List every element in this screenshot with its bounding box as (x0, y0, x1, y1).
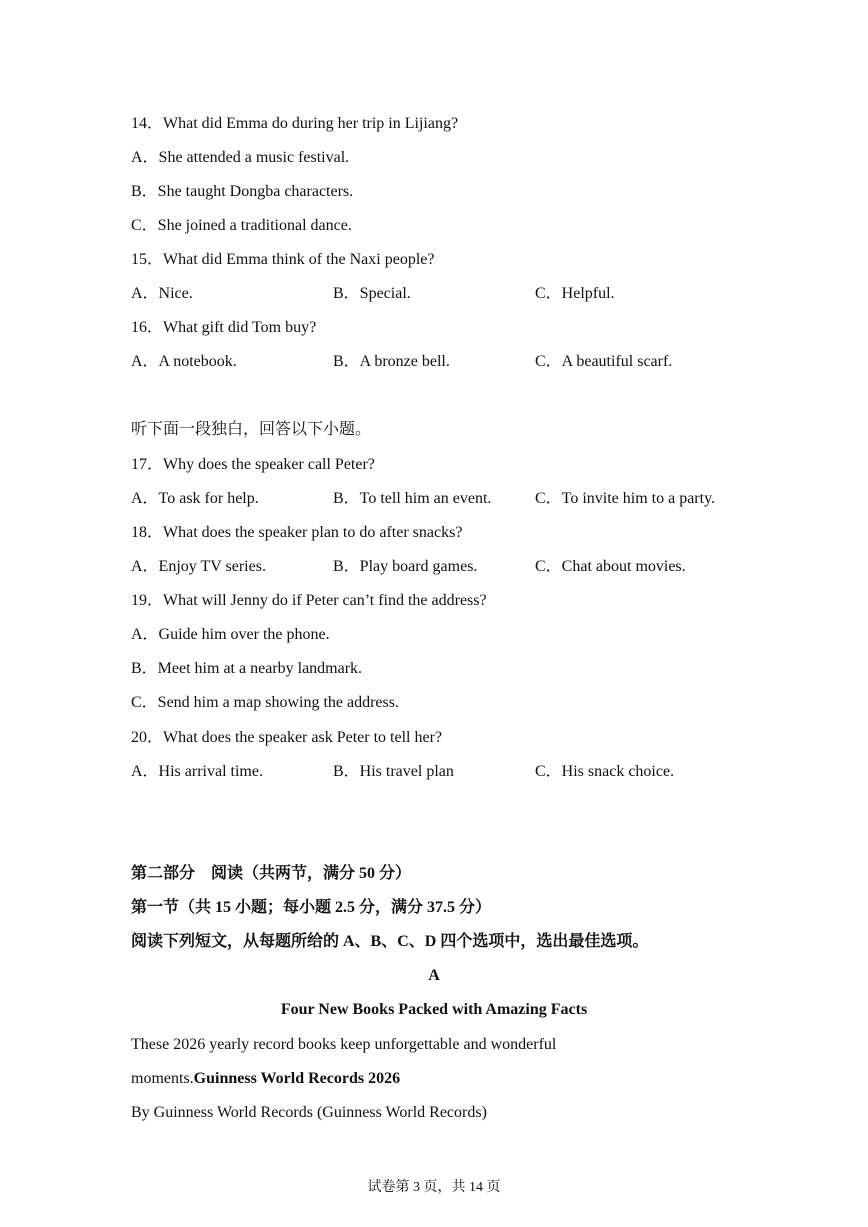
question-20-option-a: A．His arrival time. (131, 763, 263, 780)
passage-title: Four New Books Packed with Amazing Facts (280, 1001, 588, 1018)
question-15-option-a: A．Nice. (131, 285, 193, 302)
part-two-heading: 第二部分 阅读（共两节，满分 50 分） (131, 865, 412, 882)
question-17-option-b: B．To tell him an event. (333, 490, 492, 507)
question-14-stem: 14．What did Emma do during her trip in Lijiang? (131, 115, 459, 132)
book-byline: By Guinness World Records (Guinness World Records) (131, 1104, 487, 1121)
question-18-option-c: C．Chat about movies. (535, 558, 686, 575)
question-20-option-c: C．His snack choice. (535, 763, 675, 780)
question-16-stem: 16．What gift did Tom buy? (131, 319, 317, 336)
question-19-stem: 19．What will Jenny do if Peter can’t find the address? (131, 592, 487, 609)
passage-intro-line-2 (131, 1069, 400, 1089)
reading-instruction: 阅读下列短文，从每题所给的 A、B、C、D 四个选项中，选出最佳选项。 (131, 933, 649, 950)
section-one-heading: 第一节（共 15 小题；每小题 2.5 分，满分 37.5 分） (131, 899, 492, 916)
page-footer: 试卷第 3 页，共 14 页 (367, 1180, 501, 1195)
question-14-option-c: C．She joined a traditional dance. (131, 217, 352, 234)
passage-intro-line-1: These 2026 yearly record books keep unforgettable and wonderful (131, 1036, 557, 1053)
question-19-option-b: B．Meet him at a nearby landmark. (131, 660, 363, 677)
question-15-option-b: B．Special. (333, 285, 411, 302)
question-15-option-c: C．Helpful. (535, 285, 615, 302)
question-19-option-a: A．Guide him over the phone. (131, 626, 330, 643)
question-19-option-c: C．Send him a map showing the address. (131, 694, 399, 711)
question-16-option-a: A．A notebook. (131, 353, 237, 370)
monologue-instruction: 听下面一段独白，回答以下小题。 (131, 421, 372, 438)
question-17-option-a: A．To ask for help. (131, 490, 259, 507)
question-18-option-a: A．Enjoy TV series. (131, 558, 266, 575)
question-18-stem: 18．What does the speaker plan to do after snacks? (131, 524, 463, 541)
question-17-option-c: C．To invite him to a party. (535, 490, 716, 507)
intro-line-2-text: moments. (131, 1070, 194, 1087)
question-14-option-b: B．She taught Dongba characters. (131, 183, 354, 200)
question-20-option-b: B．His travel plan (333, 763, 454, 780)
book-title: Guinness World Records 2026 (193, 1070, 401, 1087)
question-18-option-b: B．Play board games. (333, 558, 478, 575)
question-20-stem: 20．What does the speaker ask Peter to tell her? (131, 729, 443, 746)
question-15-stem: 15．What did Emma think of the Naxi people? (131, 251, 435, 268)
question-16-option-b: B．A bronze bell. (333, 353, 450, 370)
question-14-option-a: A．She attended a music festival. (131, 149, 350, 166)
question-16-option-c: C．A beautiful scarf. (535, 353, 673, 370)
passage-letter: A (428, 967, 440, 984)
question-17-stem: 17．Why does the speaker call Peter? (131, 456, 375, 473)
